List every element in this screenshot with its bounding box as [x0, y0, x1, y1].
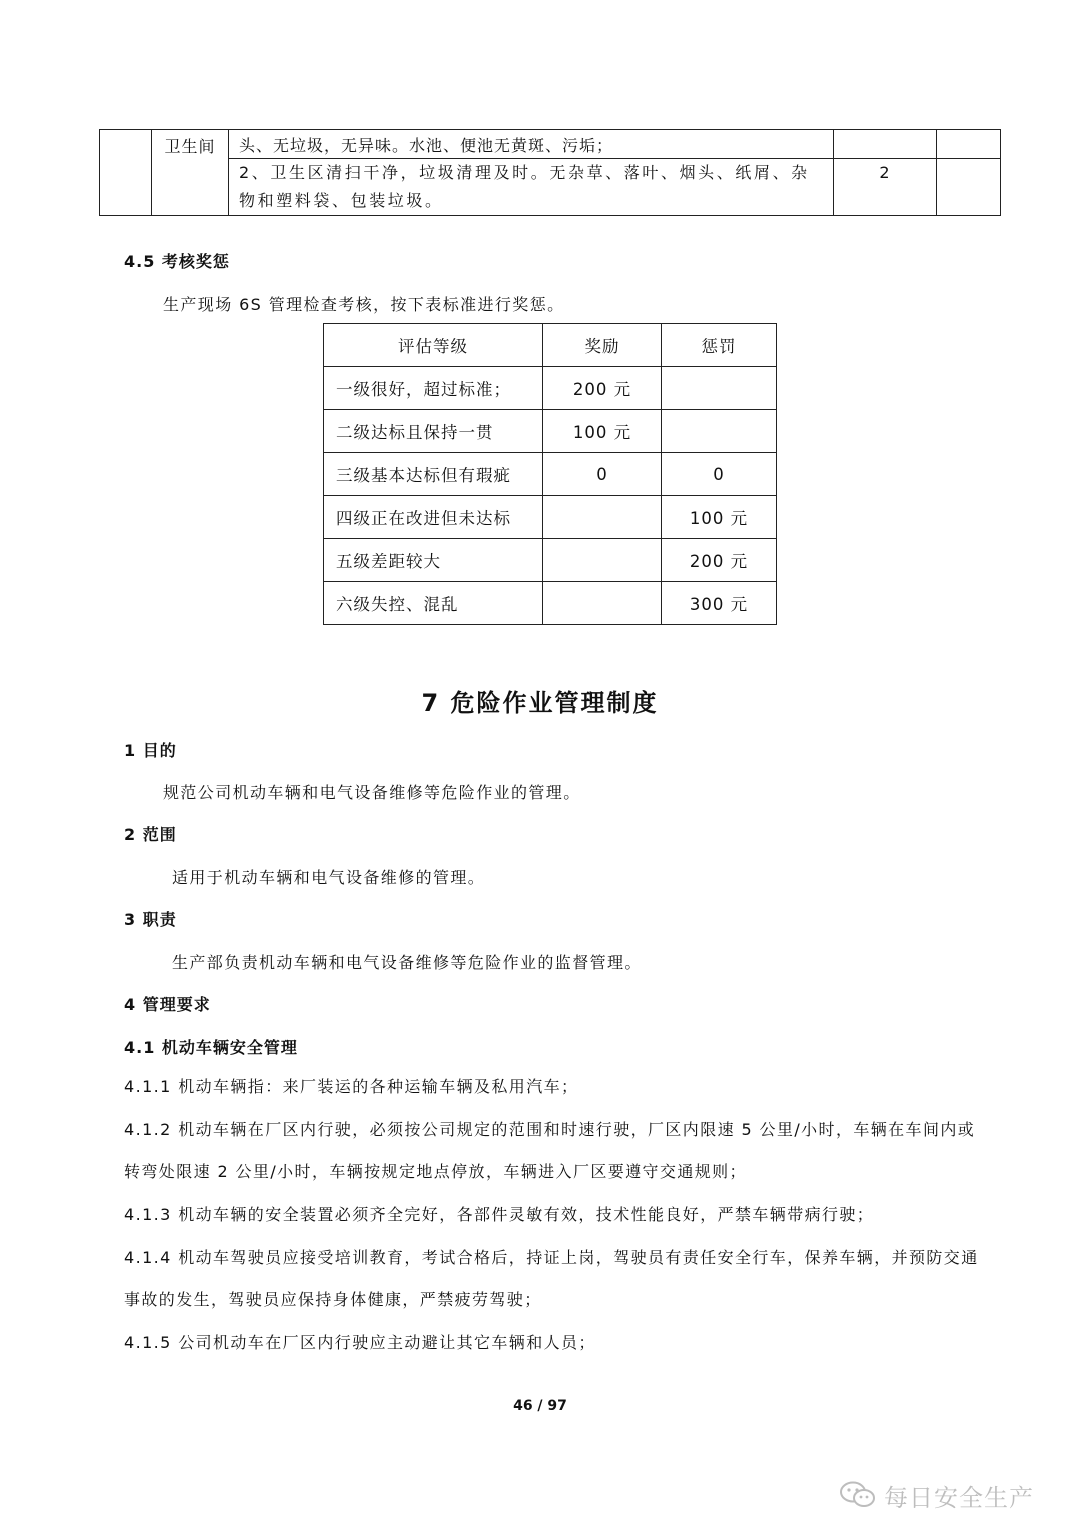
category-cell: [152, 130, 229, 216]
section-4-5-intro: 生产现场 6S 管理检查考核，按下表标准进行奖惩。: [163, 295, 565, 314]
table-row: [324, 582, 777, 625]
column-header: 评估等级: [324, 324, 543, 367]
reward-cell: 0: [543, 453, 662, 496]
section-heading-scope: 2 范围: [124, 825, 177, 844]
section-heading-4-1: 4.1 机动车辆安全管理: [124, 1038, 298, 1057]
remark-cell: [937, 130, 1001, 159]
level-cell: 六级失控、混乱: [324, 582, 543, 625]
page-number: 46 / 97: [513, 1398, 567, 1414]
penalty-cell: 300 元: [662, 582, 777, 625]
table-row: [324, 496, 777, 539]
chapter-title: 7 危险作业管理制度: [421, 689, 659, 717]
score-value: 2: [879, 163, 891, 182]
section-heading-4-5: 4.5 考核奖惩: [124, 252, 230, 271]
table-row: [324, 539, 777, 582]
penalty-cell: [662, 410, 777, 453]
requirement-item: 4.1.4 机动车驾驶员应接受培训教育，考试合格后，持证上岗，驾驶员有责任安全行车，保养车辆，并预防交通事故的发生，驾驶员应保持身体健康，严禁疲劳驾驶；: [124, 1248, 979, 1309]
penalty-cell: 200 元: [662, 539, 777, 582]
score-cell: [834, 130, 937, 159]
penalty-cell: 0: [662, 453, 777, 496]
category-label: 卫生间: [164, 137, 216, 156]
level-cell: 二级达标且保持一贯: [324, 410, 543, 453]
criteria-text: 2、卫生区清扫干净，垃圾清理及时。无杂草、落叶、烟头、纸屑、杂物和塑料袋、包装垃圾。: [239, 163, 810, 210]
table-row: [324, 410, 777, 453]
section-heading-requirements: 4 管理要求: [124, 995, 211, 1014]
penalty-cell: 100 元: [662, 496, 777, 539]
requirement-item: 4.1.2 机动车辆在厂区内行驶，必须按公司规定的范围和时速行驶，厂区内限速 5 公里/小时，车辆在车间内或转弯处限速 2 公里/小时，车辆按规定地点停放，车辆进入厂区要遵守交通规则；: [124, 1120, 976, 1181]
column-header: 惩罚: [662, 324, 777, 367]
reward-cell: 100 元: [543, 410, 662, 453]
level-cell: 一级很好，超过标准；: [324, 367, 543, 410]
section-heading-purpose: 1 目的: [124, 741, 177, 760]
reward-cell: [543, 582, 662, 625]
reward-cell: 200 元: [543, 367, 662, 410]
scope-text: 适用于机动车辆和电气设备维修的管理。: [172, 868, 486, 887]
section-heading-duties: 3 职责: [124, 910, 177, 929]
column-header: 奖励: [543, 324, 662, 367]
score-cell: [834, 159, 937, 216]
level-cell: 五级差距较大: [324, 539, 543, 582]
requirement-item: 4.1.1 机动车辆指：来厂装运的各种运输车辆及私用汽车；: [124, 1077, 579, 1096]
wechat-icon: [838, 1480, 878, 1510]
criteria-cell: [229, 159, 834, 216]
level-cell: 三级基本达标但有瑕疵: [324, 453, 543, 496]
criteria-text: 头、无垃圾，无异味。水池、便池无黄斑、污垢；: [239, 135, 614, 155]
watermark-text: 每日安全生产: [884, 1483, 1034, 1512]
duties-text: 生产部负责机动车辆和电气设备维修等危险作业的监督管理。: [172, 953, 642, 972]
reward-cell: [543, 539, 662, 582]
table-index-cell: [100, 130, 152, 216]
remark-cell: [937, 159, 1001, 216]
table-row: [324, 367, 777, 410]
watermark: [838, 1478, 1034, 1512]
requirement-item: 4.1.5 公司机动车在厂区内行驶应主动避让其它车辆和人员；: [124, 1333, 596, 1352]
table-row: [324, 453, 777, 496]
criteria-cell: [229, 130, 834, 159]
level-cell: 四级正在改进但未达标: [324, 496, 543, 539]
sanitation-table: [99, 129, 1001, 216]
reward-penalty-table: [323, 323, 777, 625]
reward-cell: [543, 496, 662, 539]
table-header-row: [324, 324, 777, 367]
requirement-item: 4.1.3 机动车辆的安全装置必须齐全完好，各部件灵敏有效，技术性能良好，严禁车辆带病行驶；: [124, 1205, 875, 1224]
penalty-cell: [662, 367, 777, 410]
purpose-text: 规范公司机动车辆和电气设备维修等危险作业的管理。: [163, 783, 581, 802]
